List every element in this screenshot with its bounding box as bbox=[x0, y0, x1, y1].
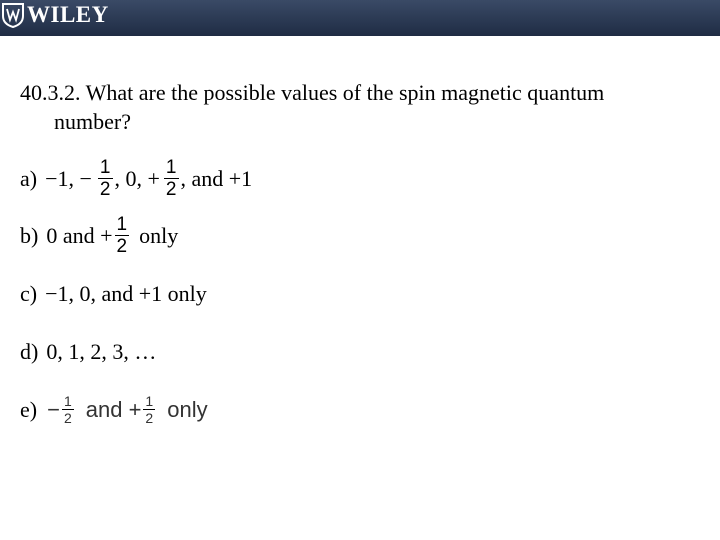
option-label: c) bbox=[20, 281, 38, 306]
logo-text: WILEY bbox=[27, 2, 109, 27]
option-text: , 0, + bbox=[114, 165, 160, 191]
option-b bbox=[20, 215, 178, 256]
option-text: −1, 0, and +1 only bbox=[45, 281, 207, 306]
question-line-1: 40.3.2. What are the possible values of the spin magnetic quantum bbox=[20, 80, 605, 105]
option-d bbox=[20, 339, 156, 365]
option-e bbox=[20, 394, 208, 425]
fraction: $\frac{1}{2}$ bbox=[165, 157, 177, 200]
option-label: a) bbox=[20, 165, 38, 191]
fraction: $\frac{1}{2}$ bbox=[116, 214, 128, 257]
option-a bbox=[20, 158, 252, 199]
question-text bbox=[20, 78, 700, 136]
option-text: and + bbox=[85, 396, 142, 422]
option-c bbox=[20, 281, 207, 307]
option-text: −1, − bbox=[45, 165, 92, 191]
option-text: , and +1 bbox=[180, 165, 253, 191]
fraction: $\frac{1}{2}$ bbox=[63, 393, 72, 426]
fraction: $\frac{1}{2}$ bbox=[99, 157, 111, 200]
option-text: 0 and + bbox=[46, 222, 113, 248]
fraction: $\frac{1}{2}$ bbox=[145, 393, 154, 426]
option-text: − bbox=[47, 396, 60, 422]
option-text: 0, 1, 2, 3, … bbox=[46, 339, 157, 364]
option-label: e) bbox=[20, 396, 38, 422]
option-text: only bbox=[167, 396, 208, 422]
option-text: only bbox=[139, 222, 179, 248]
option-label: d) bbox=[20, 339, 39, 364]
question-line-2: number? bbox=[54, 109, 131, 134]
option-label: b) bbox=[20, 222, 39, 248]
